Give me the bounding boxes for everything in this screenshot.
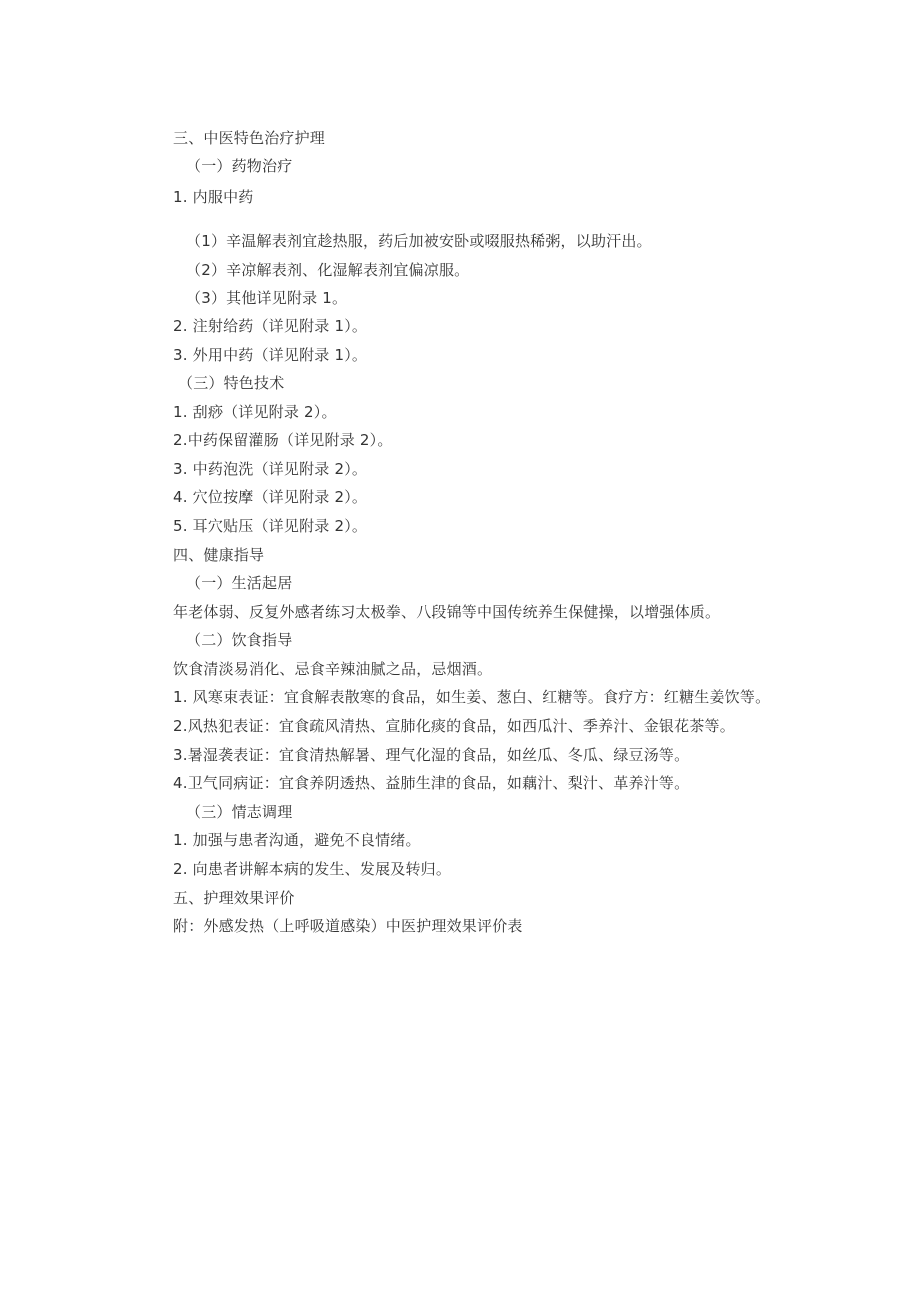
list-item: 1. 刮痧（详见附录 2）。 <box>173 403 337 421</box>
list-item: 4.卫气同病证：宜食养阴透热、益肺生津的食品，如藕汁、梨汁、革养汁等。 <box>173 774 690 792</box>
list-item: 1. 加强与患者沟通，避免不良情绪。 <box>173 831 421 849</box>
list-item: （2）辛凉解表剂、化湿解表剂宜偏凉服。 <box>186 261 470 279</box>
list-item: 5. 耳穴贴压（详见附录 2）。 <box>173 517 368 535</box>
list-item: 2. 向患者讲解本病的发生、发展及转归。 <box>173 860 452 878</box>
list-item: （3）其他详见附录 1。 <box>186 289 348 307</box>
list-item: 3.暑湿袭表证：宜食清热解暑、理气化湿的食品，如丝瓜、冬瓜、绿豆汤等。 <box>173 746 690 764</box>
section-heading-health-guidance: 四、健康指导 <box>173 546 265 564</box>
subsection-heading-emotional-care: （三）情志调理 <box>186 803 293 821</box>
section-heading-tcm-treatment: 三、中医特色治疗护理 <box>173 129 326 147</box>
list-item: 3. 外用中药（详见附录 1）。 <box>173 346 368 364</box>
list-item: 2.中药保留灌肠（详见附录 2）。 <box>173 431 393 449</box>
list-item: 1. 风寒束表证：宜食解表散寒的食品，如生姜、葱白、红糖等。食疗方：红糖生姜饮等。 <box>173 688 771 706</box>
subsection-heading-drug-treatment: （一）药物治疗 <box>186 157 293 175</box>
subsection-heading-daily-life: （一）生活起居 <box>186 574 293 592</box>
list-item: 4. 穴位按摩（详见附录 2）。 <box>173 488 368 506</box>
list-item: 2.风热犯表证：宜食疏风清热、宣肺化痰的食品，如西瓜汁、季养汁、金银花茶等。 <box>173 717 735 735</box>
list-item: 1. 内服中药 <box>173 188 254 206</box>
paragraph: 饮食清淡易消化、忌食辛辣油腻之品，忌烟酒。 <box>173 660 493 678</box>
section-heading-nursing-evaluation: 五、护理效果评价 <box>173 889 295 907</box>
paragraph: 年老体弱、反复外感者练习太极拳、八段锦等中国传统养生保健操，以增强体质。 <box>173 603 721 621</box>
list-item: （1）辛温解表剂宜趁热服，药后加被安卧或啜服热稀粥，以助汗出。 <box>186 232 652 250</box>
subsection-heading-diet-guidance: （二）饮食指导 <box>186 631 293 649</box>
list-item: 3. 中药泡洗（详见附录 2）。 <box>173 460 368 478</box>
appendix-note: 附：外感发热（上呼吸道感染）中医护理效果评价表 <box>173 917 523 935</box>
subsection-heading-special-techniques: （三）特色技术 <box>178 374 285 392</box>
list-item: 2. 注射给药（详见附录 1）。 <box>173 317 368 335</box>
